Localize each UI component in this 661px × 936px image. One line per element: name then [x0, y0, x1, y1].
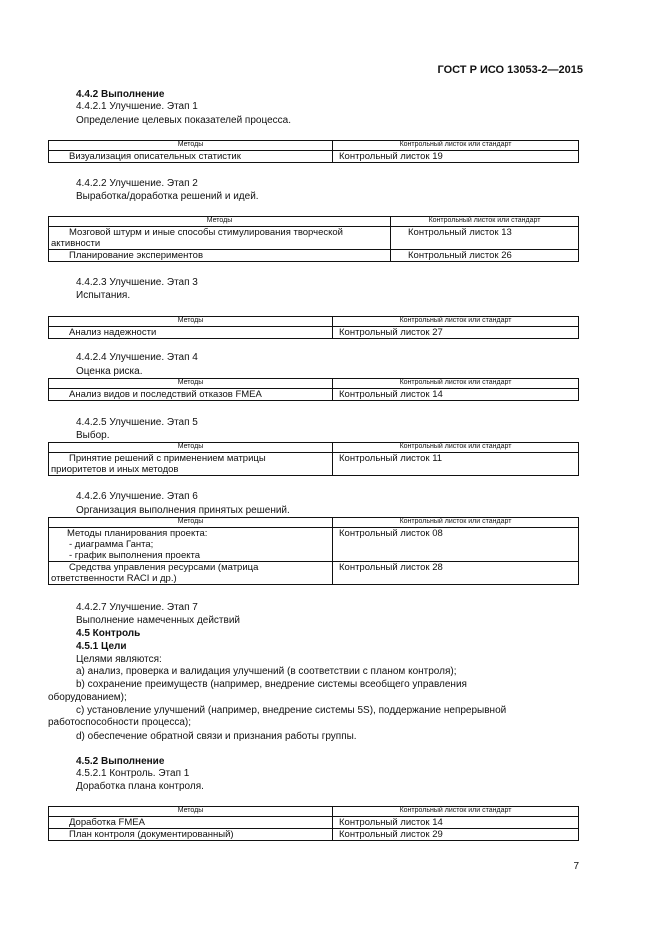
- section-title-4-4-2: 4.4.2 Выполнение: [76, 89, 165, 100]
- col-methods-header: Методы: [49, 141, 333, 151]
- subsection-desc: Доработка плана контроля.: [76, 781, 204, 792]
- table-header-row: [49, 217, 579, 227]
- table-row: [49, 151, 579, 163]
- methods-table-4: [48, 378, 579, 401]
- table-row: [49, 389, 579, 401]
- checklist-cell: Контрольный листок 14: [333, 817, 579, 829]
- table-header-row: [49, 518, 579, 528]
- subsection-desc: Организация выполнения принятых решений.: [76, 505, 290, 516]
- col-methods-header: Методы: [49, 443, 333, 453]
- goal-a: а) анализ, проверка и валидация улучшений (в соответствии с планом контроля);: [76, 666, 457, 677]
- table-header-row: [49, 379, 579, 389]
- goal-c-line-2: работоспособности процесса);: [48, 717, 192, 728]
- standard-designation: ГОСТ Р ИСО 13053-2—2015: [437, 64, 583, 76]
- subsection-desc: Определение целевых показателей процесса.: [76, 115, 291, 126]
- method-cell: Средства управления ресурсами (матрица ответственности RACI и др.): [49, 562, 333, 585]
- col-methods-header: Методы: [49, 317, 333, 327]
- subsection-desc: Испытания.: [76, 290, 131, 301]
- col-checklist-header: Контрольный листок или стандарт: [333, 807, 579, 817]
- subsection-heading: 4.5.2.1 Контроль. Этап 1: [76, 768, 190, 779]
- methods-table-7: [48, 806, 579, 841]
- section-title-4-5-2: 4.5.2 Выполнение: [76, 756, 165, 767]
- methods-table-5: [48, 442, 579, 476]
- checklist-cell: Контрольный листок 13: [391, 227, 579, 250]
- table-row: [49, 817, 579, 829]
- method-cell: План контроля (документированный): [49, 829, 333, 841]
- checklist-cell: Контрольный листок 19: [333, 151, 579, 163]
- subsection-heading: 4.4.2.5 Улучшение. Этап 5: [76, 417, 198, 428]
- subsection-desc: Выполнение намеченных действий: [76, 615, 240, 626]
- section-title-4-5: 4.5 Контроль: [76, 628, 141, 639]
- subsection-heading: 4.4.2.7 Улучшение. Этап 7: [76, 602, 198, 613]
- table-row: [49, 250, 579, 262]
- col-checklist-header: Контрольный листок или стандарт: [333, 518, 579, 528]
- goal-c-line-1: c) установление улучшений (например, внедрение системы 5S), поддержание непрерывной: [76, 705, 507, 716]
- table-header-row: [49, 807, 579, 817]
- table-row: [49, 327, 579, 339]
- method-cell: [49, 528, 333, 562]
- methods-table-3: [48, 316, 579, 339]
- subsection-heading: 4.4.2.3 Улучшение. Этап 3: [76, 277, 198, 288]
- subsection-heading: 4.4.2.4 Улучшение. Этап 4: [76, 352, 198, 363]
- col-methods-header: Методы: [49, 217, 391, 227]
- checklist-cell: Контрольный листок 29: [333, 829, 579, 841]
- table-row: [49, 562, 579, 585]
- goal-b-line-2: оборудованием);: [48, 692, 127, 703]
- table-row: [49, 453, 579, 476]
- subsection-desc: Выбор.: [76, 430, 110, 441]
- method-cell: Визуализация описательных статистик: [49, 151, 333, 163]
- method-cell: Планирование экспериментов: [49, 250, 391, 262]
- checklist-cell: Контрольный листок 28: [333, 562, 579, 585]
- subsection-heading: 4.4.2.2 Улучшение. Этап 2: [76, 178, 198, 189]
- col-methods-header: Методы: [49, 807, 333, 817]
- col-checklist-header: Контрольный листок или стандарт: [333, 317, 579, 327]
- col-methods-header: Методы: [49, 379, 333, 389]
- goal-d: d) обеспечение обратной связи и признания работы группы.: [76, 731, 357, 742]
- method-cell: Принятие решений с применением матрицы приоритетов и иных методов: [49, 453, 333, 476]
- table-row: [49, 227, 579, 250]
- table-header-row: [49, 443, 579, 453]
- checklist-cell: Контрольный листок 27: [333, 327, 579, 339]
- goals-intro: Целями являются:: [76, 654, 162, 665]
- method-line: - диаграмма Ганта;: [69, 539, 154, 550]
- method-line: Методы планирования проекта:: [67, 528, 208, 539]
- checklist-cell: Контрольный листок 14: [333, 389, 579, 401]
- col-methods-header: Методы: [49, 518, 333, 528]
- subsection-desc: Выработка/доработка решений и идей.: [76, 191, 259, 202]
- method-cell: Анализ надежности: [49, 327, 333, 339]
- method-line: - график выполнения проекта: [69, 550, 201, 561]
- method-cell: Доработка FMEA: [49, 817, 333, 829]
- col-checklist-header: Контрольный листок или стандарт: [333, 443, 579, 453]
- table-header-row: [49, 317, 579, 327]
- page-number: 7: [573, 861, 579, 872]
- table-row: [49, 829, 579, 841]
- checklist-cell: Контрольный листок 26: [391, 250, 579, 262]
- table-row: [49, 528, 579, 562]
- method-cell: Анализ видов и последствий отказов FMEA: [49, 389, 333, 401]
- section-title-4-5-1: 4.5.1 Цели: [76, 641, 127, 652]
- checklist-cell: Контрольный листок 11: [333, 453, 579, 476]
- col-checklist-header: Контрольный листок или стандарт: [391, 217, 579, 227]
- goal-b-line-1: b) сохранение преимуществ (например, внедрение системы всеобщего управления: [76, 679, 467, 690]
- method-cell: Мозговой штурм и иные способы стимулирования творческой активности: [49, 227, 391, 250]
- methods-table-6: [48, 517, 579, 585]
- subsection-heading: 4.4.2.6 Улучшение. Этап 6: [76, 491, 198, 502]
- col-checklist-header: Контрольный листок или стандарт: [333, 141, 579, 151]
- table-header-row: [49, 141, 579, 151]
- col-checklist-header: Контрольный листок или стандарт: [333, 379, 579, 389]
- checklist-cell: Контрольный листок 08: [333, 528, 579, 562]
- methods-table-2: [48, 216, 579, 262]
- subsection-heading: 4.4.2.1 Улучшение. Этап 1: [76, 101, 198, 112]
- subsection-desc: Оценка риска.: [76, 366, 143, 377]
- methods-table-1: [48, 140, 579, 163]
